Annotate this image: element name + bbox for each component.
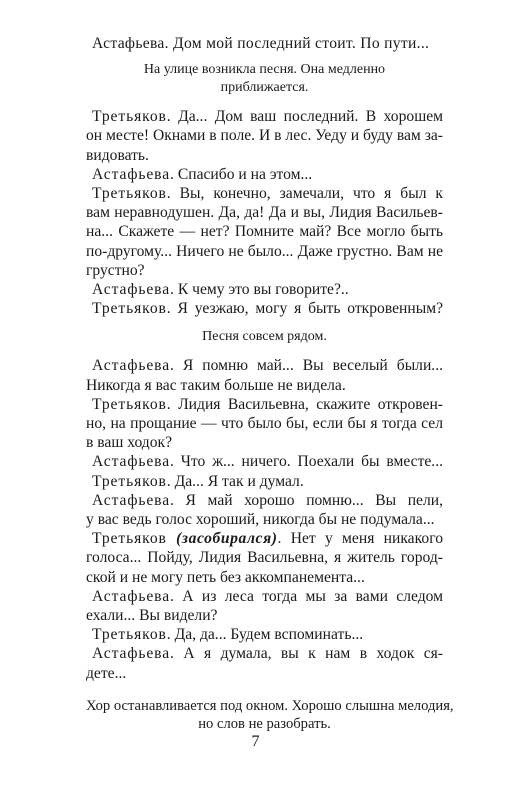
- speaker-name: Астафьева: [92, 165, 171, 183]
- stage-direction-inline: (засобирался): [176, 530, 278, 548]
- speaker-name: Астафьева: [92, 587, 171, 605]
- dialogue-text: . Я май хорошо помню... Вы пели,: [170, 491, 443, 509]
- dialogue-line: ской и не могу петь без аккомпанемента...: [86, 568, 365, 586]
- stage-direction: приближается.: [220, 80, 309, 96]
- dialogue-text: . Лидия Васильевна, скажите откровен-: [166, 395, 443, 413]
- dialogue-line: [86, 395, 443, 414]
- dialogue-line: [86, 452, 443, 471]
- speaker-name: Астафьева: [92, 357, 171, 375]
- speaker-name: Астафьева: [92, 453, 171, 471]
- dialogue-line: [86, 165, 443, 184]
- dialogue-text: . А я думала, вы к нам в ходок ся-: [170, 645, 443, 663]
- dialogue-line: но, на прощание — что было бы, если бы я тогда сел: [86, 415, 443, 433]
- dialogue-line: [86, 356, 443, 375]
- dialogue-text: . Я помню май... Вы веселый были...: [170, 357, 443, 375]
- dialogue-line: [86, 107, 443, 126]
- dialogue-line: в ваш ходок?: [86, 434, 173, 452]
- speaker-name: Третьяков: [92, 472, 167, 490]
- dialogue-line: ехали... Вы видели?: [86, 607, 218, 625]
- dialogue-line: он месте! Окнами в поле. И в лес. Уеду и буду вам за-: [86, 127, 443, 145]
- dialogue-text: . Я уезжаю, могу я быть откровенным?: [166, 300, 443, 318]
- dialogue-line: у вас ведь голос хороший, никогда бы не подумала...: [86, 511, 435, 529]
- dialogue-line: [86, 472, 443, 491]
- dialogue-text: . К чему это вы говорите?..: [170, 281, 349, 299]
- speaker-name: Третьяков: [92, 626, 167, 644]
- speaker-name: Третьяков: [92, 185, 167, 203]
- dialogue-line: [86, 299, 443, 318]
- dialogue-line: [86, 491, 443, 510]
- dialogue-line: по-другому... Ничего не было... Даже грустно. Вам не: [86, 242, 443, 260]
- dialogue-line: голоса... Пойду, Лидия Васильевна, я житель город-: [86, 549, 443, 567]
- dialogue-text: . Спасибо и на этом...: [170, 165, 313, 183]
- dialogue-line: грустно?: [86, 261, 145, 279]
- stage-direction: но слов не разобрать.: [198, 715, 331, 732]
- page-number: 7: [251, 733, 260, 750]
- speaker-name: Астафьева: [92, 281, 171, 299]
- dialogue-text: . Да, да... Будем вспоминать...: [166, 626, 364, 644]
- dialogue-line: Астафьева. Дом мой последний стоит. По пути...: [92, 35, 430, 52]
- speaker-name: Третьяков: [92, 300, 167, 318]
- dialogue-line: [86, 644, 443, 663]
- dialogue-line: Никогда я вас таким больше не видела.: [86, 376, 346, 394]
- speaker-name: Третьяков: [92, 108, 167, 126]
- dialogue-line: [86, 587, 443, 606]
- dialogue-text: . Нет у меня никакого: [277, 530, 443, 548]
- dialogue-text: . Вы, конечно, замечали, что я был к: [166, 185, 443, 203]
- dialogue-text: . Что ж... ничего. Поехали бы вместе...: [170, 453, 443, 471]
- dialogue-line: на... Скажете — нет? Помните май? Все могло быть: [86, 223, 443, 241]
- dialogue-line: дете...: [86, 664, 127, 682]
- stage-direction: На улице возникла песня. Она медленно: [143, 62, 386, 78]
- speaker-name: Третьяков: [92, 395, 167, 413]
- dialogue-text: . Да... Я так и думал.: [166, 472, 304, 490]
- page-text: [86, 34, 454, 733]
- speaker-name: Астафьева: [92, 491, 171, 509]
- speaker-name: Астафьева: [92, 645, 171, 663]
- dialogue-line: вам неравнодушен. Да, да! Да и вы, Лидия Васильев-: [86, 204, 443, 222]
- dialogue-line: [86, 529, 443, 548]
- dialogue-text: . Да... Дом ваш последний. В хорошем: [166, 108, 443, 126]
- dialogue-text: . А из леса тогда мы за вами следом: [170, 587, 443, 605]
- speaker-name: Третьяков: [92, 530, 167, 548]
- dialogue-line: [86, 184, 443, 203]
- stage-direction: Песня совсем рядом.: [202, 329, 327, 345]
- stage-direction: Хор останавливается под окном. Хорошо слышна мелодия,: [86, 697, 454, 714]
- dialogue-line: видовать.: [86, 146, 149, 164]
- dialogue-line: [86, 280, 443, 299]
- dialogue-line: [86, 625, 443, 644]
